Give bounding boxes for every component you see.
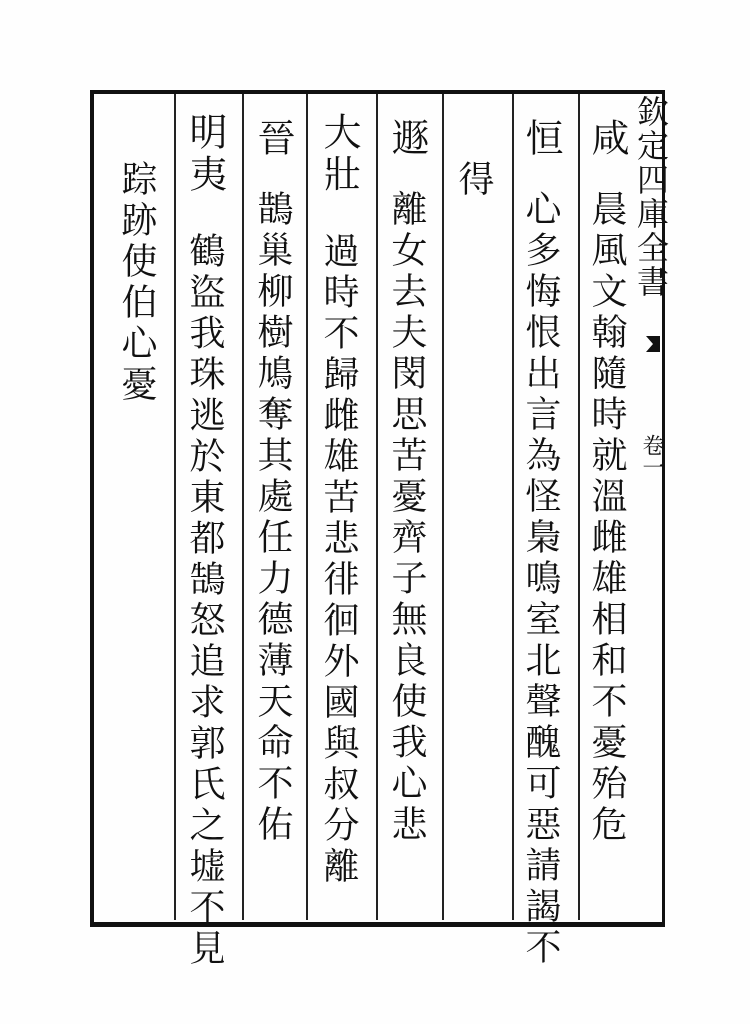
frame-left-border <box>90 90 94 927</box>
column-rule <box>306 94 308 920</box>
column-rule <box>242 94 244 920</box>
hexagram-heading: 遯 <box>385 118 429 160</box>
verse-continuation: 踪跡使伯心憂 <box>116 160 157 406</box>
verse-text: 過時不歸雌雄苦悲徘徊外國與叔分離 <box>318 232 359 888</box>
verse-text: 離女去夫閔思苦憂齊子無良使我心悲 <box>386 190 427 846</box>
verse-text: 鶴盜我珠逃於東都鵠怒追求郭氏之墟不見 <box>184 232 225 970</box>
verse-text: 晨風文翰隨時就溫雌雄相和不憂殆危 <box>586 190 627 846</box>
column-rule <box>512 94 514 920</box>
verse-text: 鵲巢柳樹鳩奪其處任力德薄天命不佑 <box>252 190 293 846</box>
hexagram-heading: 明夷 <box>183 112 227 196</box>
column-rule <box>174 94 176 920</box>
hexagram-heading: 晉 <box>251 118 295 160</box>
volume-label: 卷一 <box>639 434 664 478</box>
hexagram-heading: 恒 <box>519 118 563 160</box>
fish-tail-mark <box>646 336 660 352</box>
book-title: 欽定四庫全書 <box>632 95 670 299</box>
column-rule <box>442 94 444 920</box>
verse-continuation: 得 <box>453 160 494 201</box>
verse-text: 心多悔恨出言為怪梟鳴室北聲醜可惡請謁不 <box>520 190 561 969</box>
frame-bottom-border <box>90 922 662 927</box>
hexagram-heading: 大壯 <box>317 112 361 196</box>
column-rule <box>376 94 378 920</box>
hexagram-heading: 咸 <box>585 118 629 160</box>
column-rule <box>578 94 580 920</box>
